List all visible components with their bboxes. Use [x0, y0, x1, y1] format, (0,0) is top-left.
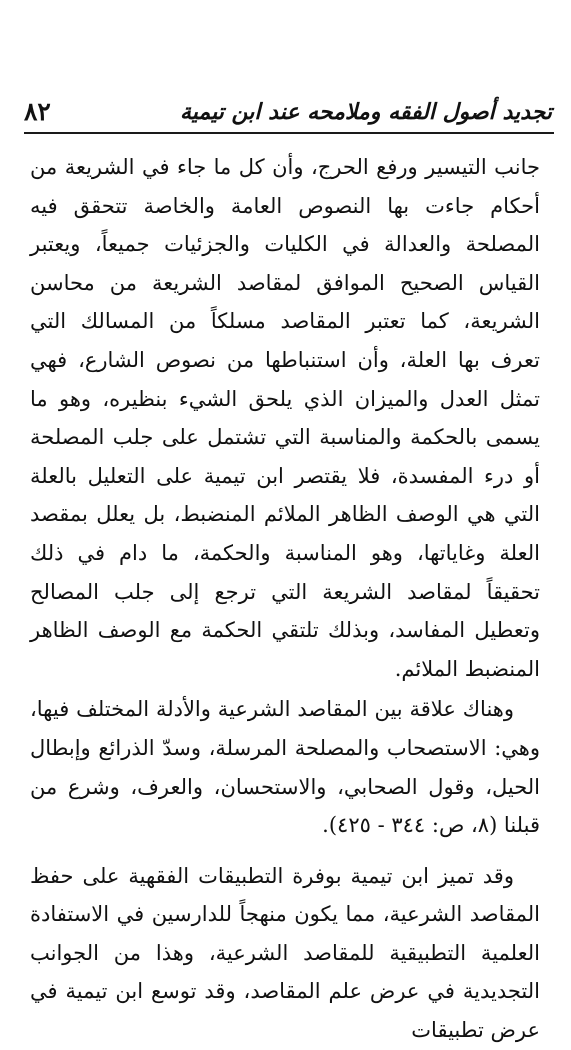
running-title: تجديد أصول الفقه وملامحه عند ابن تيمية — [179, 99, 552, 125]
header-divider — [24, 132, 554, 134]
body-text — [30, 148, 540, 1050]
running-header — [24, 88, 552, 128]
page-number: ٨٢ — [24, 97, 51, 126]
paragraph-2: وهناك علاقة بين المقاصد الشرعية والأدلة المختلف فيها، وهي: الاستصحاب والمصلحة المرسلة، وسدّ الذرائع وإبطال الحيل، وقول الصحابي، والاستحسان، والعرف، وشرع من قبلنا (٨، ص: ٣٤٤ - ٤٢٥). — [30, 697, 540, 838]
paragraph-1: جانب التيسير ورفع الحرج، وأن كل ما جاء في الشريعة من أحكام جاءت بها النصوص العامة والخاصة تتحقق فيه المصلحة والعدالة في الكليات والجزئيات جميعاً، ويعتبر القياس الصحيح الموافق لمقاصد الشريعة من محاسن الشريعة، كما تعتبر المقاصد مسلكاً من المسالك التي تعرف بها العلة، وأن استنباطها من نصوص الشارع، فهي تمثل العدل والميزان الذي يلحق الشيء بنظيره، وهو ما يسمى بالحكمة والمناسبة التي تشتمل على جلب المصلحة أو درء المفسدة، فلا يقتصر ابن تيمية على التعليل بالعلة التي هي الوصف الظاهر الملائم المنضبط، بل يعلل بمقصد العلة وغاياتها، وهو المناسبة والحكمة، ما دام في ذلك تحقيقاً لمقاصد الشريعة التي ترجع إلى جلب المصالح وتعطيل المفاسد، وبذلك تلتقي الحكمة مع الوصف الظاهر المنضبط الملائم. — [30, 155, 540, 681]
paragraph-3: وقد تميز ابن تيمية بوفرة التطبيقات الفقهية على حفظ المقاصد الشرعية، مما يكون منهجاً للدارسين في الاستفادة العلمية التطبيقية للمقاصد الشرعية، وهذا من الجوانب التجديدية في عرض علم المقاصد، وقد توسع ابن تيمية في عرض تطبيقات — [30, 863, 540, 1043]
